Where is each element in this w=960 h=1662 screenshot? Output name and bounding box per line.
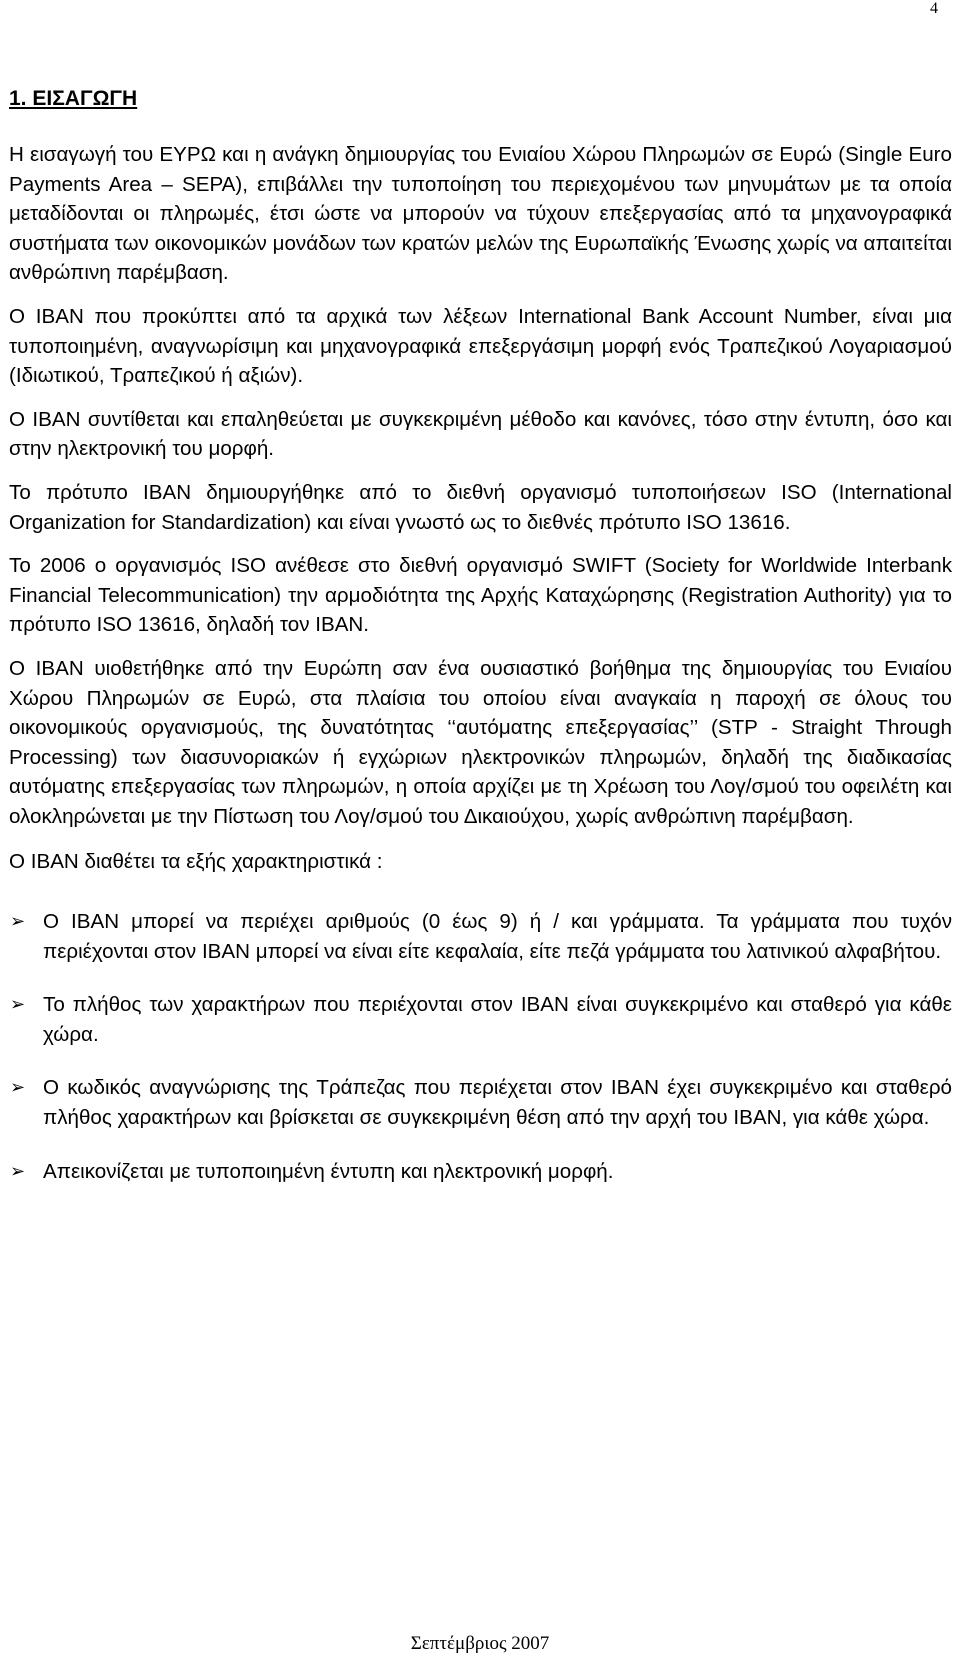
arrowhead-bullet-icon: ➢ (10, 911, 26, 932)
list-item (9, 907, 952, 966)
paragraph-swift-authority: Το 2006 ο οργανισμός ISO ανέθεσε στο διεθνή οργανισμό SWIFT (Society for Worldwide Interbank Financial Telecommunication) την αρμοδιότητα της Αρχής Καταχώρησης (Registration Authority) για το πρότυπο ISO 13616, δηλαδή τον IBAN. (9, 554, 952, 637)
page-footer-date: Σεπτέμβριος 2007 (410, 1633, 550, 1654)
list-item (9, 1157, 952, 1187)
arrowhead-bullet-icon: ➢ (10, 1160, 26, 1181)
list-item (9, 990, 952, 1049)
paragraph-iban-composition: Ο ΙΒΑΝ συντίθεται και επαληθεύεται με συγκεκριμένη μέθοδο και κανόνες, τόσο στην έντυπη, όσο και στην ηλεκτρονική του μορφή. (9, 407, 952, 461)
features-intro: Ο IBAN διαθέτει τα εξής χαρακτηριστικά : (9, 850, 383, 874)
list-item (9, 1073, 952, 1132)
paragraph-iso-standard: Το πρότυπο ΙΒΑΝ δημιουργήθηκε από το διεθνή οργανισμό τυποποιήσεων ISO (International Organization for Standardization) και είναι γνωστό ως το διεθνές πρότυπο ISO 13616. (9, 480, 952, 534)
features-list (9, 907, 952, 1186)
arrowhead-bullet-icon: ➢ (10, 994, 26, 1015)
list-item-text: Απεικονίζεται με τυποποιημένη έντυπη και ηλεκτρονική μορφή. (43, 1159, 614, 1183)
list-item-text: Ο IBAN μπορεί να περιέχει αριθμούς (0 έως 9) ή / και γράμματα. Τα γράμματα που τυχόν περιέχονται στον IBAN μπορεί να είναι είτε κεφαλαία, είτε πεζά γράμματα του λατινικού αλφαβήτου. (43, 910, 952, 963)
paragraph-iban-definition: Ο ΙΒΑΝ που προκύπτει από τα αρχικά των λέξεων International Bank Account Number, είναι μια τυποποιημένη, αναγνωρίσιμη και μηχανογραφικά επεξεργάσιμη μορφή ενός Τραπεζικού Λογαριασμού (Ιδιωτικού, Τραπεζικού ή αξιών). (9, 304, 952, 388)
section-heading: 1. ΕΙΣΑΓΩΓΗ (9, 87, 138, 110)
paragraph-sepa-intro: Η εισαγωγή του ΕΥΡΩ και η ανάγκη δημιουργίας του Ενιαίου Χώρου Πληρωμών σε Ευρώ (Single Euro Payments Area – SEPA), επιβάλλει την τυποποίηση του περιεχομένου των μηνυμάτων με τα οποία μεταδίδονται οι πληρωμές, έτσι ώστε να μπορούν να τύχουν επεξεργασίας από τα μηχανογραφικά συστήματα των οικονομικών μονάδων των κρατών μελών της Ευρωπαϊκής Ένωσης χωρίς να απαιτείται ανθρώπινη παρέμβαση. (9, 143, 952, 285)
page-number: 4 (930, 0, 938, 17)
document-body (9, 84, 952, 1210)
list-item-text: Ο κωδικός αναγνώρισης της Τράπεζας που περιέχεται στον IBAN έχει συγκεκριμένο και σταθερό πλήθος χαρακτήρων και βρίσκεται σε συγκεκριμένη θέση από την αρχή του IBAN, για κάθε χώρα. (43, 1076, 952, 1130)
arrowhead-bullet-icon: ➢ (10, 1077, 26, 1098)
list-item-text: Το πλήθος των χαρακτήρων που περιέχονται στον IBAN είναι συγκεκριμένο και σταθερό για κάθε χώρα. (43, 993, 952, 1046)
paragraph-iban-adoption: Ο IBAN υιοθετήθηκε από την Ευρώπη σαν ένα ουσιαστικό βοήθημα της δημιουργίας του Ενιαίου Χώρου Πληρωμών σε Ευρώ, στα πλαίσια του οποίου είναι αναγκαία η παροχή σε όλους του οικονομικούς οργανισμούς, της δυνατότητας ‘‘αυτόματης επεξεργασίας’’ (STP - Straight Through Processing) των διασυνοριακών ή εγχώριων ηλεκτρονικών πληρωμών, δηλαδή της διαδικασίας αυτόματης επεξεργασίας των πληρωμών, η οποία αρχίζει με τη Χρέωση του Λογ/σμού του οφειλέτη και ολοκληρώνεται με την Πίστωση του Λογ/σμού του Δικαιούχου, χωρίς ανθρώπινη παρέμβαση. (9, 656, 952, 828)
